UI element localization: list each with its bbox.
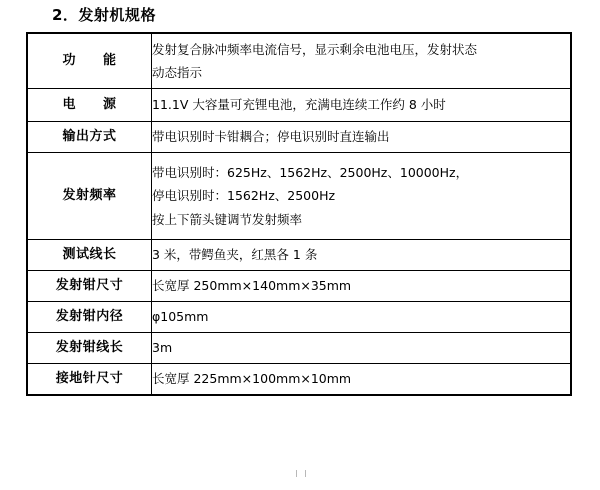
row-value-ground-stake-size: [152, 364, 572, 396]
value-line: 发射复合脉冲频率电流信号，显示剩余电池电压，发射状态: [152, 41, 478, 57]
value-line: 按上下箭头键调节发射频率: [152, 211, 303, 227]
table-row: [27, 240, 571, 271]
row-value-function: [152, 33, 572, 89]
row-label-clamp-size: 发射钳尺寸: [27, 271, 152, 302]
row-value-clamp-size: [152, 271, 572, 302]
row-value-frequency: [152, 153, 572, 240]
row-label-test-lead-length: 测试线长: [27, 240, 152, 271]
table-row: [27, 153, 571, 240]
row-label-clamp-inner-diameter: 发射钳内径: [27, 302, 152, 333]
table-row: [27, 33, 571, 89]
value-line: 长宽厚 225mm×100mm×10mm: [152, 371, 352, 387]
row-value-clamp-cable-length: [152, 333, 572, 364]
row-label-ground-stake-size: 接地针尺寸: [27, 364, 152, 396]
row-value-clamp-inner-diameter: [152, 302, 572, 333]
row-label-function: 功 能: [27, 33, 152, 89]
value-line: 动态指示: [152, 65, 203, 80]
transmitter-spec-table: [26, 32, 572, 396]
row-value-output-mode: [152, 122, 572, 153]
table-row: [27, 302, 571, 333]
value-line: 11.1V 大容量可充锂电池，充满电连续工作约 8 小时: [152, 97, 446, 113]
value-line: 3 米，带鳄鱼夹，红黑各 1 条: [152, 247, 318, 263]
value-line: 长宽厚 250mm×140mm×35mm: [152, 278, 352, 294]
value-line: 带电识别时：625Hz、1562Hz、2500Hz、10000Hz，: [152, 165, 469, 181]
table-row: [27, 271, 571, 302]
page-title: 2．发射机规格: [52, 6, 156, 24]
page-footer-mark: [296, 470, 306, 477]
row-label-output-mode: 输出方式: [27, 122, 152, 153]
value-line: 停电识别时：1562Hz、2500Hz: [152, 188, 336, 204]
row-label-clamp-cable-length: 发射钳线长: [27, 333, 152, 364]
table-row: [27, 333, 571, 364]
value-line: φ105mm: [152, 309, 209, 325]
table-row: [27, 122, 571, 153]
value-line: 3m: [152, 340, 173, 356]
row-value-test-lead-length: [152, 240, 572, 271]
value-line: 带电识别时卡钳耦合；停电识别时直连输出: [152, 129, 390, 145]
row-label-frequency: 发射频率: [27, 153, 152, 240]
row-value-power: [152, 89, 572, 122]
table-row: [27, 89, 571, 122]
table-row: [27, 364, 571, 396]
row-label-power: 电 源: [27, 89, 152, 122]
